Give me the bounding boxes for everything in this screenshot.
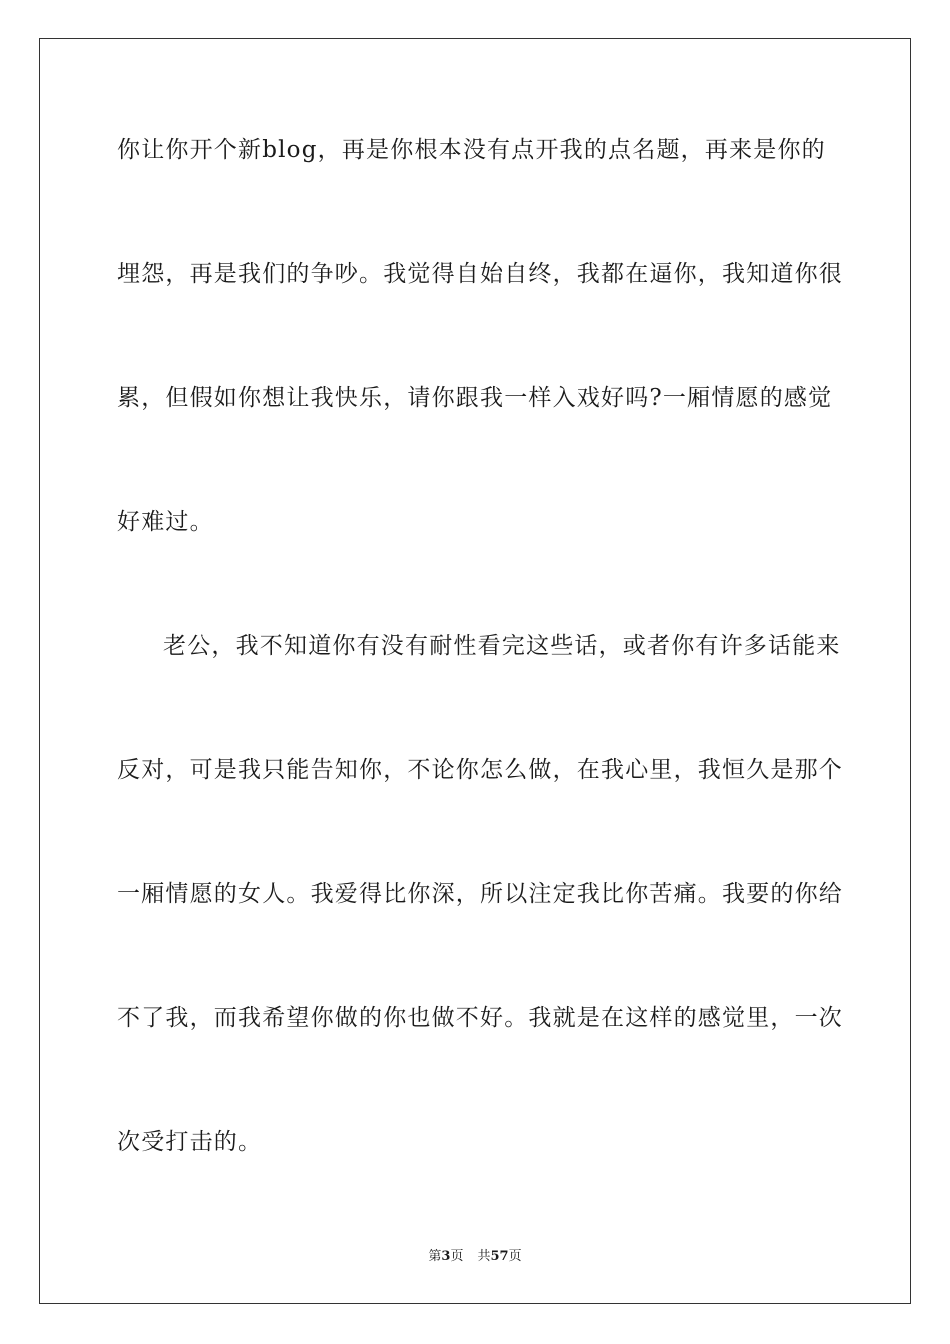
- text-line: 埋怨，再是我们的争吵。我觉得自始自终，我都在逼你，我知道你很: [117, 261, 843, 287]
- text-line: 你让你开个新blog，再是你根本没有点开我的点名题，再来是你的: [117, 137, 826, 163]
- total-suffix: 页: [508, 1249, 522, 1264]
- page-number: 3: [441, 1249, 451, 1264]
- text-line: 一厢情愿的女人。我爱得比你深，所以注定我比你苦痛。我要的你给: [117, 881, 843, 907]
- page-border: [39, 38, 911, 1304]
- text-line-paragraph-start: 老公，我不知道你有没有耐性看完这些话，或者你有许多话能来: [163, 633, 841, 659]
- page-footer: [0, 1248, 950, 1266]
- text-line: 反对，可是我只能告知你，不论你怎么做，在我心里，我恒久是那个: [117, 757, 843, 783]
- text-line: 不了我，而我希望你做的你也做不好。我就是在这样的感觉里，一次: [117, 1005, 843, 1031]
- text-line: 累，但假如你想让我快乐，请你跟我一样入戏好吗?一厢情愿的感觉: [117, 385, 833, 411]
- text-line: 次受打击的。: [117, 1129, 263, 1155]
- total-prefix: 共: [477, 1249, 491, 1264]
- total-pages: 57: [490, 1249, 509, 1264]
- page-suffix: 页: [450, 1249, 464, 1264]
- text-line: 好难过。: [117, 509, 214, 535]
- page-prefix: 第: [428, 1249, 442, 1264]
